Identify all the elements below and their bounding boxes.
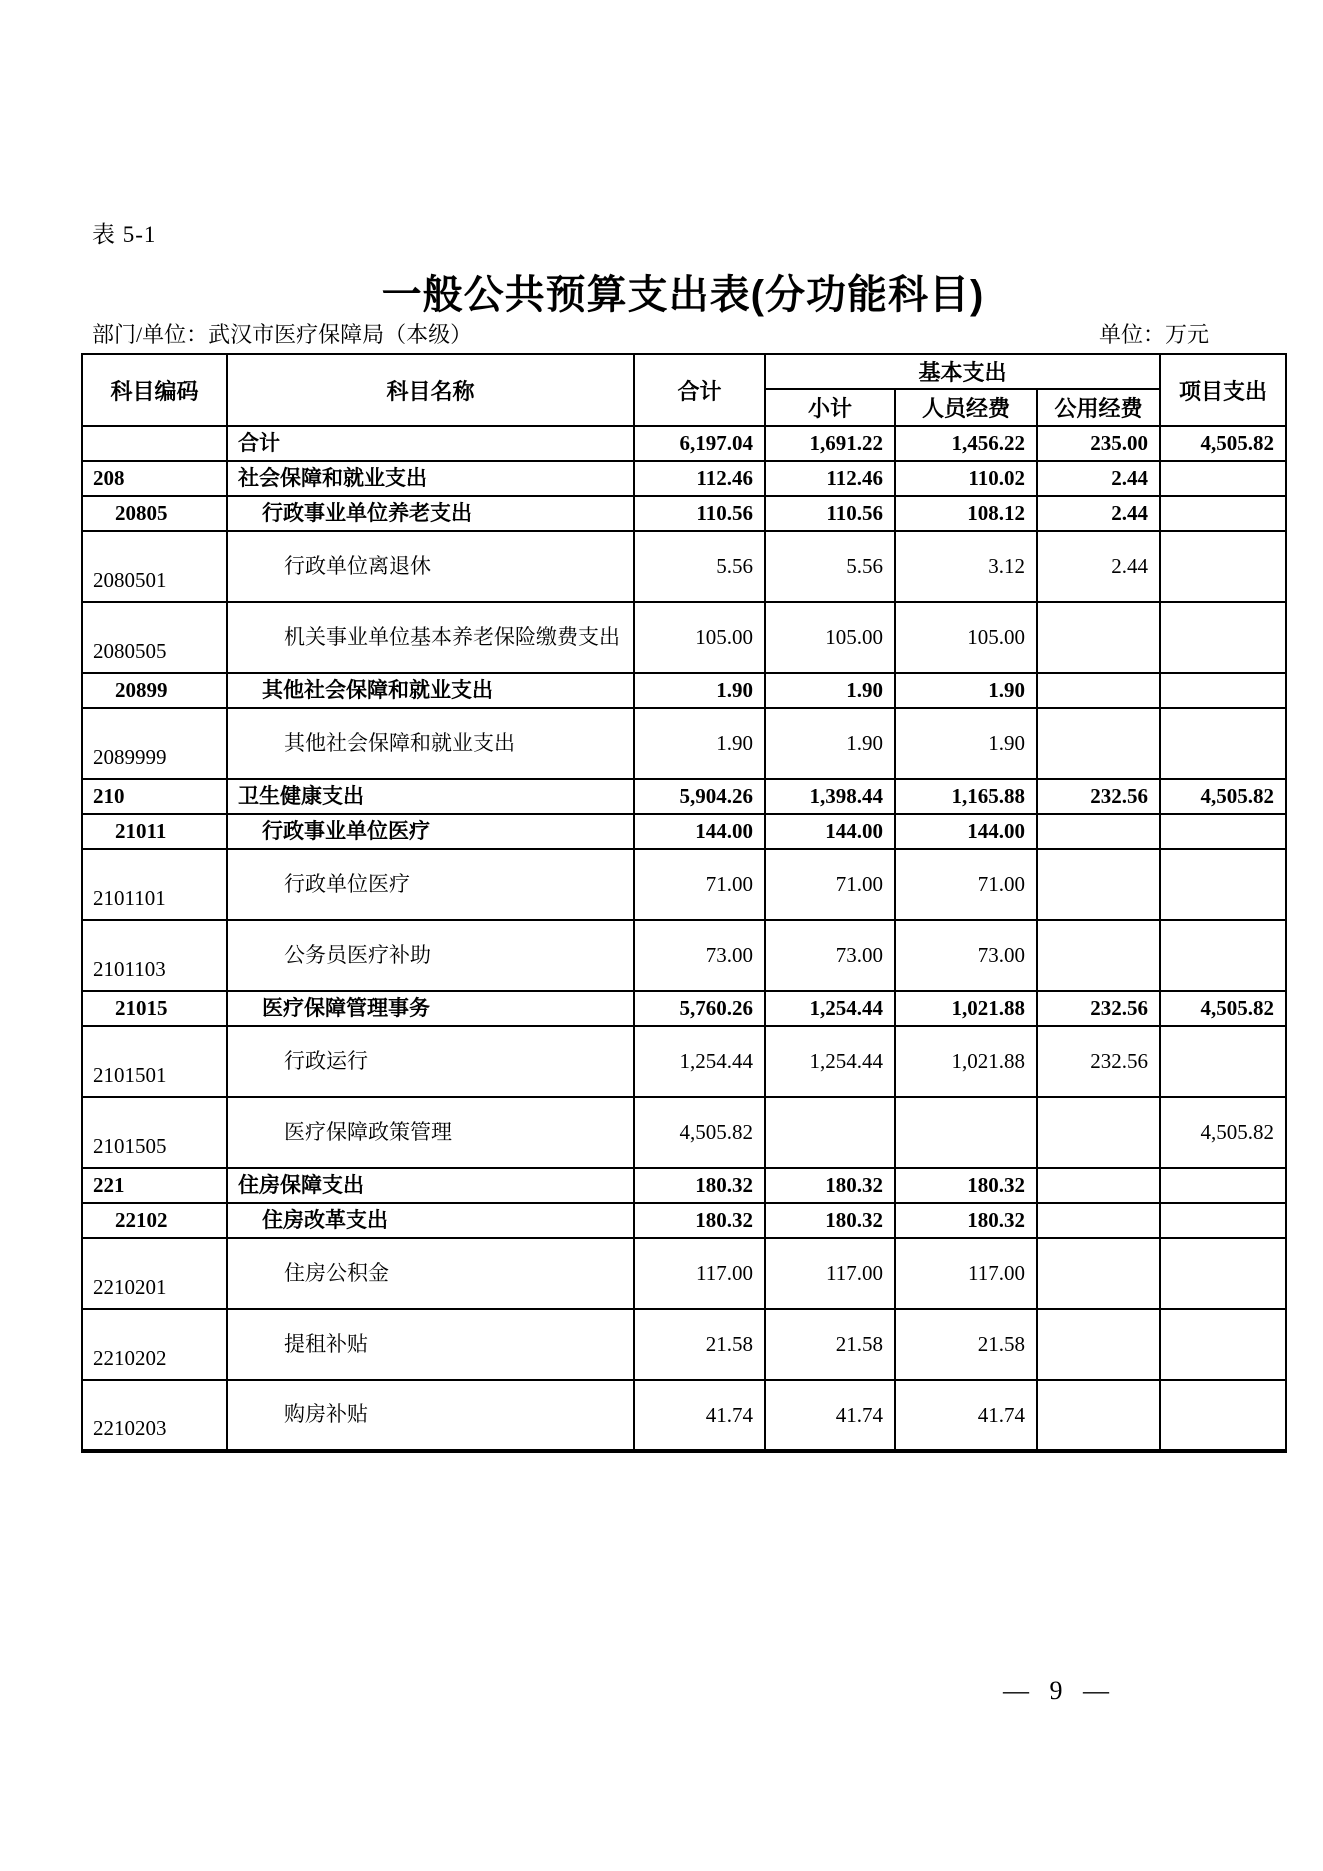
cell-project-expenditure bbox=[1160, 1168, 1286, 1203]
cell-project-expenditure bbox=[1160, 531, 1286, 602]
cell-basic-subtotal: 180.32 bbox=[765, 1203, 895, 1238]
table-row bbox=[82, 531, 1286, 602]
cell-personnel-funds: 3.12 bbox=[895, 531, 1037, 602]
cell-public-funds bbox=[1037, 849, 1160, 920]
cell-code: 2210201 bbox=[82, 1238, 227, 1309]
header-row-top bbox=[82, 354, 1286, 389]
table-body bbox=[82, 426, 1286, 1451]
table-row bbox=[82, 673, 1286, 708]
page-title: 一般公共预算支出表(分功能科目) bbox=[381, 273, 985, 317]
cell-name: 行政单位医疗 bbox=[227, 849, 634, 920]
cell-project-expenditure bbox=[1160, 461, 1286, 496]
cell-name: 其他社会保障和就业支出 bbox=[227, 673, 634, 708]
cell-project-expenditure bbox=[1160, 814, 1286, 849]
cell-project-expenditure bbox=[1160, 1238, 1286, 1309]
header-code: 科目编码 bbox=[82, 354, 227, 426]
cell-project-expenditure bbox=[1160, 1380, 1286, 1451]
cell-public-funds bbox=[1037, 708, 1160, 779]
cell-personnel-funds: 71.00 bbox=[895, 849, 1037, 920]
cell-personnel-funds: 144.00 bbox=[895, 814, 1037, 849]
cell-total: 5,760.26 bbox=[634, 991, 765, 1026]
cell-name: 机关事业单位基本养老保险缴费支出 bbox=[227, 602, 634, 673]
cell-code: 210 bbox=[82, 779, 227, 814]
cell-project-expenditure bbox=[1160, 1026, 1286, 1097]
cell-basic-subtotal: 73.00 bbox=[765, 920, 895, 991]
cell-code: 21015 bbox=[82, 991, 227, 1026]
cell-code: 2080501 bbox=[82, 531, 227, 602]
table-row bbox=[82, 1380, 1286, 1451]
cell-project-expenditure bbox=[1160, 673, 1286, 708]
cell-personnel-funds: 105.00 bbox=[895, 602, 1037, 673]
table-row bbox=[82, 779, 1286, 814]
cell-total: 180.32 bbox=[634, 1203, 765, 1238]
cell-personnel-funds: 21.58 bbox=[895, 1309, 1037, 1380]
cell-basic-subtotal bbox=[765, 1097, 895, 1168]
cell-code: 2101101 bbox=[82, 849, 227, 920]
cell-total: 41.74 bbox=[634, 1380, 765, 1451]
cell-basic-subtotal: 1.90 bbox=[765, 673, 895, 708]
cell-total: 105.00 bbox=[634, 602, 765, 673]
cell-personnel-funds: 110.02 bbox=[895, 461, 1037, 496]
table-row bbox=[82, 602, 1286, 673]
table-row bbox=[82, 496, 1286, 531]
cell-project-expenditure bbox=[1160, 849, 1286, 920]
cell-project-expenditure bbox=[1160, 708, 1286, 779]
table-label: 表 5-1 bbox=[92, 222, 157, 247]
header-basic-expenditure: 基本支出 bbox=[765, 354, 1160, 389]
table-row bbox=[82, 920, 1286, 991]
cell-code: 208 bbox=[82, 461, 227, 496]
cell-total: 21.58 bbox=[634, 1309, 765, 1380]
cell-project-expenditure: 4,505.82 bbox=[1160, 991, 1286, 1026]
cell-personnel-funds: 1,165.88 bbox=[895, 779, 1037, 814]
cell-name: 行政事业单位养老支出 bbox=[227, 496, 634, 531]
cell-public-funds bbox=[1037, 1380, 1160, 1451]
cell-code: 20899 bbox=[82, 673, 227, 708]
cell-basic-subtotal: 105.00 bbox=[765, 602, 895, 673]
table-row bbox=[82, 426, 1286, 461]
cell-public-funds: 2.44 bbox=[1037, 461, 1160, 496]
table-row bbox=[82, 708, 1286, 779]
header-basic-subtotal: 小计 bbox=[765, 389, 895, 426]
cell-basic-subtotal: 1,691.22 bbox=[765, 426, 895, 461]
cell-personnel-funds: 108.12 bbox=[895, 496, 1037, 531]
table-row bbox=[82, 1203, 1286, 1238]
cell-personnel-funds: 1,021.88 bbox=[895, 991, 1037, 1026]
meta-row bbox=[81, 318, 1285, 349]
cell-code: 2101505 bbox=[82, 1097, 227, 1168]
cell-name: 行政单位离退休 bbox=[227, 531, 634, 602]
cell-basic-subtotal: 1.90 bbox=[765, 708, 895, 779]
cell-public-funds: 232.56 bbox=[1037, 779, 1160, 814]
cell-name: 社会保障和就业支出 bbox=[227, 461, 634, 496]
table-row bbox=[82, 849, 1286, 920]
cell-basic-subtotal: 117.00 bbox=[765, 1238, 895, 1309]
unit-label: 单位：万元 bbox=[1098, 322, 1209, 347]
cell-total: 180.32 bbox=[634, 1168, 765, 1203]
cell-name: 行政事业单位医疗 bbox=[227, 814, 634, 849]
cell-name: 住房改革支出 bbox=[227, 1203, 634, 1238]
cell-personnel-funds: 1,456.22 bbox=[895, 426, 1037, 461]
cell-project-expenditure: 4,505.82 bbox=[1160, 779, 1286, 814]
cell-code: 2101501 bbox=[82, 1026, 227, 1097]
cell-personnel-funds: 1.90 bbox=[895, 673, 1037, 708]
department-label: 部门/单位：武汉市医疗保障局（本级） bbox=[92, 322, 473, 347]
header-public-funds: 公用经费 bbox=[1037, 389, 1160, 426]
cell-name: 提租补贴 bbox=[227, 1309, 634, 1380]
cell-personnel-funds: 41.74 bbox=[895, 1380, 1037, 1451]
table-row bbox=[82, 1309, 1286, 1380]
cell-total: 5,904.26 bbox=[634, 779, 765, 814]
cell-total: 73.00 bbox=[634, 920, 765, 991]
cell-total: 112.46 bbox=[634, 461, 765, 496]
cell-total: 5.56 bbox=[634, 531, 765, 602]
cell-basic-subtotal: 5.56 bbox=[765, 531, 895, 602]
cell-personnel-funds: 1.90 bbox=[895, 708, 1037, 779]
cell-basic-subtotal: 1,398.44 bbox=[765, 779, 895, 814]
cell-basic-subtotal: 110.56 bbox=[765, 496, 895, 531]
cell-public-funds bbox=[1037, 673, 1160, 708]
cell-public-funds: 232.56 bbox=[1037, 991, 1160, 1026]
cell-total: 71.00 bbox=[634, 849, 765, 920]
cell-public-funds: 235.00 bbox=[1037, 426, 1160, 461]
cell-name: 医疗保障管理事务 bbox=[227, 991, 634, 1026]
cell-public-funds bbox=[1037, 1097, 1160, 1168]
cell-project-expenditure: 4,505.82 bbox=[1160, 1097, 1286, 1168]
cell-total: 1.90 bbox=[634, 708, 765, 779]
cell-name: 行政运行 bbox=[227, 1026, 634, 1097]
cell-project-expenditure bbox=[1160, 1309, 1286, 1380]
cell-basic-subtotal: 1,254.44 bbox=[765, 1026, 895, 1097]
cell-code: 22102 bbox=[82, 1203, 227, 1238]
cell-total: 1,254.44 bbox=[634, 1026, 765, 1097]
cell-name: 购房补贴 bbox=[227, 1380, 634, 1451]
cell-public-funds: 2.44 bbox=[1037, 496, 1160, 531]
cell-name: 住房保障支出 bbox=[227, 1168, 634, 1203]
cell-code: 2210202 bbox=[82, 1309, 227, 1380]
table-row bbox=[82, 1238, 1286, 1309]
cell-basic-subtotal: 71.00 bbox=[765, 849, 895, 920]
cell-personnel-funds bbox=[895, 1097, 1037, 1168]
cell-project-expenditure bbox=[1160, 496, 1286, 531]
header-personnel-funds: 人员经费 bbox=[895, 389, 1037, 426]
cell-name: 其他社会保障和就业支出 bbox=[227, 708, 634, 779]
cell-project-expenditure bbox=[1160, 602, 1286, 673]
cell-project-expenditure: 4,505.82 bbox=[1160, 426, 1286, 461]
cell-name: 住房公积金 bbox=[227, 1238, 634, 1309]
table-row bbox=[82, 461, 1286, 496]
cell-public-funds bbox=[1037, 814, 1160, 849]
cell-basic-subtotal: 180.32 bbox=[765, 1168, 895, 1203]
table-row bbox=[82, 814, 1286, 849]
cell-total: 1.90 bbox=[634, 673, 765, 708]
table-row bbox=[82, 991, 1286, 1026]
cell-basic-subtotal: 21.58 bbox=[765, 1309, 895, 1380]
cell-basic-subtotal: 1,254.44 bbox=[765, 991, 895, 1026]
cell-public-funds bbox=[1037, 602, 1160, 673]
cell-public-funds bbox=[1037, 1309, 1160, 1380]
cell-public-funds bbox=[1037, 1203, 1160, 1238]
cell-code: 2089999 bbox=[82, 708, 227, 779]
header-project-expenditure: 项目支出 bbox=[1160, 354, 1286, 426]
cell-total: 144.00 bbox=[634, 814, 765, 849]
table-row bbox=[82, 1168, 1286, 1203]
cell-code: 221 bbox=[82, 1168, 227, 1203]
cell-name: 公务员医疗补助 bbox=[227, 920, 634, 991]
cell-public-funds bbox=[1037, 1238, 1160, 1309]
cell-total: 117.00 bbox=[634, 1238, 765, 1309]
table-header bbox=[82, 354, 1286, 426]
cell-basic-subtotal: 41.74 bbox=[765, 1380, 895, 1451]
cell-personnel-funds: 117.00 bbox=[895, 1238, 1037, 1309]
cell-project-expenditure bbox=[1160, 920, 1286, 991]
cell-public-funds bbox=[1037, 920, 1160, 991]
cell-code bbox=[82, 426, 227, 461]
cell-basic-subtotal: 112.46 bbox=[765, 461, 895, 496]
page-number: — 9 — bbox=[1003, 1676, 1109, 1705]
header-name: 科目名称 bbox=[227, 354, 634, 426]
cell-name: 合计 bbox=[227, 426, 634, 461]
cell-personnel-funds: 1,021.88 bbox=[895, 1026, 1037, 1097]
table-row bbox=[82, 1026, 1286, 1097]
cell-name: 卫生健康支出 bbox=[227, 779, 634, 814]
budget-table bbox=[81, 353, 1287, 1453]
header-total: 合计 bbox=[634, 354, 765, 426]
cell-personnel-funds: 180.32 bbox=[895, 1168, 1037, 1203]
cell-public-funds bbox=[1037, 1168, 1160, 1203]
cell-project-expenditure bbox=[1160, 1203, 1286, 1238]
cell-code: 2080505 bbox=[82, 602, 227, 673]
cell-code: 20805 bbox=[82, 496, 227, 531]
cell-code: 2101103 bbox=[82, 920, 227, 991]
cell-personnel-funds: 73.00 bbox=[895, 920, 1037, 991]
cell-public-funds: 2.44 bbox=[1037, 531, 1160, 602]
cell-total: 110.56 bbox=[634, 496, 765, 531]
cell-total: 4,505.82 bbox=[634, 1097, 765, 1168]
table-row bbox=[82, 1097, 1286, 1168]
cell-total: 6,197.04 bbox=[634, 426, 765, 461]
cell-personnel-funds: 180.32 bbox=[895, 1203, 1037, 1238]
cell-code: 21011 bbox=[82, 814, 227, 849]
cell-basic-subtotal: 144.00 bbox=[765, 814, 895, 849]
cell-public-funds: 232.56 bbox=[1037, 1026, 1160, 1097]
cell-code: 2210203 bbox=[82, 1380, 227, 1451]
cell-name: 医疗保障政策管理 bbox=[227, 1097, 634, 1168]
